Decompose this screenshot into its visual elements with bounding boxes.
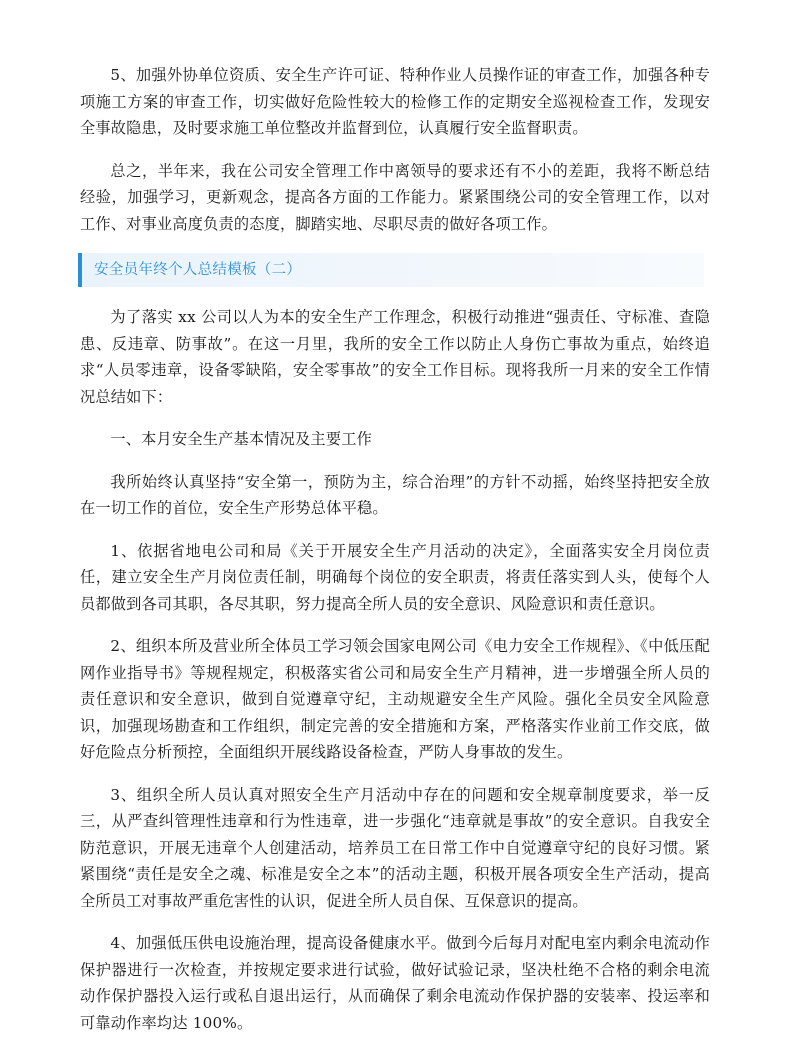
section-accent-bar [78, 253, 82, 287]
paragraph-item-5: 5、加强外协单位资质、安全生产许可证、特种作业人员操作证的审查工作，加强各种专项施工方案的审查工作，切实做好危险性较大的检修工作的定期安全巡视检查工作，发现安全事故隐患，及时要求施工单位整改并监督到位，认真履行安全监督职责。 [80, 66, 710, 137]
paragraph-summary: 总之，半年来，我在公司安全管理工作中离领导的要求还有不小的差距，我将不断总结经验，加强学习，更新观念，提高各方面的工作能力。紧紧围绕公司的安全管理工作，以对工作、对事业高度负责的态度，脚踏实地、尽职尽责的做好各项工作。 [80, 161, 710, 233]
paragraph-item-1: 1、依据省地电公司和局《关于开展安全生产月活动的决定》，全面落实安全月岗位责任，建立安全生产月岗位责任制，明确每个岗位的安全职责，将责任落实到人头，使每个人员都做到各司其职，各尽其职，努力提高全所人员的安全意识、风险意识和责任意识。 [80, 541, 710, 613]
section-heading [78, 253, 704, 287]
section-title: 安全员年终个人总结模板（二） [94, 262, 302, 278]
paragraph-item-4: 4、加强低压供电设施治理，提高设备健康水平。做到今后每月对配电室内剩余电流动作保护器进行一次检查，并按规定要求进行试验，做好试验记录，坚决杜绝不合格的剩余电流动作保护器投入运行或私自退出运行，从而确保了剩余电流动作保护器的安装率、投运率和可靠动作率均达 100%。 [80, 934, 710, 1032]
paragraph-item-2: 2、组织本所及营业所全体员工学习领会国家电网公司《电力安全工作规程》、《中低压配网作业指导书》等规程规定，积极落实省公司和局安全生产月精神，进一步增强全所人员的责任意识和安全意识，做到自觉遵章守纪，主动规避安全生产风险。强化全员安全风险意识，加强现场勘查和工作组织，制定完善的安全措施和方案，严格落实作业前工作交底，做好危险点分析预控，全面组织开展线路设备检查，严防人身事故的发生。 [80, 637, 710, 761]
paragraph-item-3: 3、组织全所人员认真对照安全生产月活动中存在的问题和安全规章制度要求，举一反三，从严查纠管理性违章和行为性违章，进一步强化“违章就是事故”的安全意识。自我安全防范意识，开展无违章个人创建活动，培养员工在日常工作中自觉遵章守纪的良好习惯。紧紧围绕“责任是安全之魂、标准是安全之本”的活动主题，积极开展各项安全生产活动，提高全所员工对事故严重危害性的认识，促进全所人员自保、互保意识的提高。 [80, 785, 710, 910]
paragraph-policy: 我所始终认真坚持“安全第一，预防为主，综合治理”的方针不动摇，始终坚持把安全放在一切工作的首位，安全生产形势总体平稳。 [80, 472, 710, 517]
document-page [80, 62, 710, 1052]
paragraph-subheading: 一、本月安全生产基本情况及主要工作 [110, 430, 372, 448]
paragraph-intro: 为了落实 xx 公司以人为本的安全生产工作理念，积极行动推进“强责任、守标准、查隐患、反违章、防事故”。在这一月里，我所的安全工作以防止人身伤亡事故为重点，始终追求“人员零违章，设备零缺陷，安全零事故”的安全工作目标。现将我所一月来的安全工作情况总结如下： [80, 308, 710, 406]
